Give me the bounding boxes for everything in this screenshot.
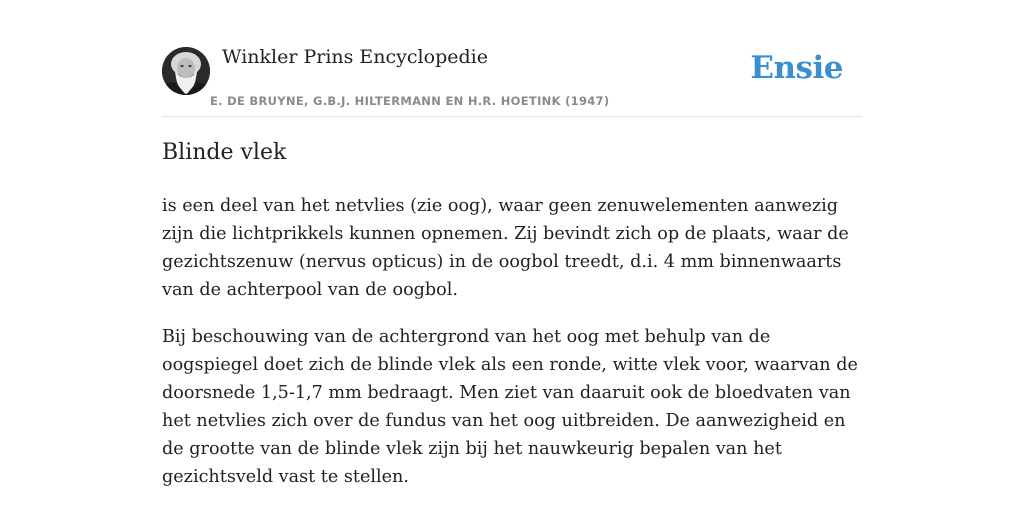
source-authors: E. DE BRUYNE, G.B.J. HILTERMANN EN H.R. HOETINK (1947) — [210, 94, 610, 108]
ensie-logo-link[interactable]: Ensie — [750, 50, 843, 86]
article-body — [162, 192, 862, 510]
article-paragraph-1: is een deel van het netvlies (zie oog), waar geen zenuwelementen aanwezig zijn die lichtprikkels kunnen opnemen. Zij bevindt zich op de plaats, waar de gezichtszenuw (nervus opticus) in de oogbol treedt, d.i. 4 mm binnenwaarts van de achterpool van de oogbol. — [162, 196, 849, 300]
source-title-link[interactable]: Winkler Prins Encyclopedie — [222, 46, 488, 68]
article-title: Blinde vlek — [162, 140, 287, 165]
portrait-avatar-icon[interactable] — [162, 47, 210, 95]
article-paragraph-2: Bij beschouwing van de achtergrond van het oog met behulp van de oogspiegel doet zich de blinde vlek als een ronde, witte vlek voor, waarvan de doorsnede 1,5-1,7 mm bedraagt. Men ziet van daaruit ook de bloedvaten van het netvlies zich over de fundus van het oog uitbreiden. De aanwezigheid en de grootte van de blinde vlek zijn bij het nauwkeurig bepalen van het gezichtsveld vast te stellen. — [162, 327, 858, 487]
source-header — [162, 0, 862, 117]
page — [162, 0, 862, 487]
